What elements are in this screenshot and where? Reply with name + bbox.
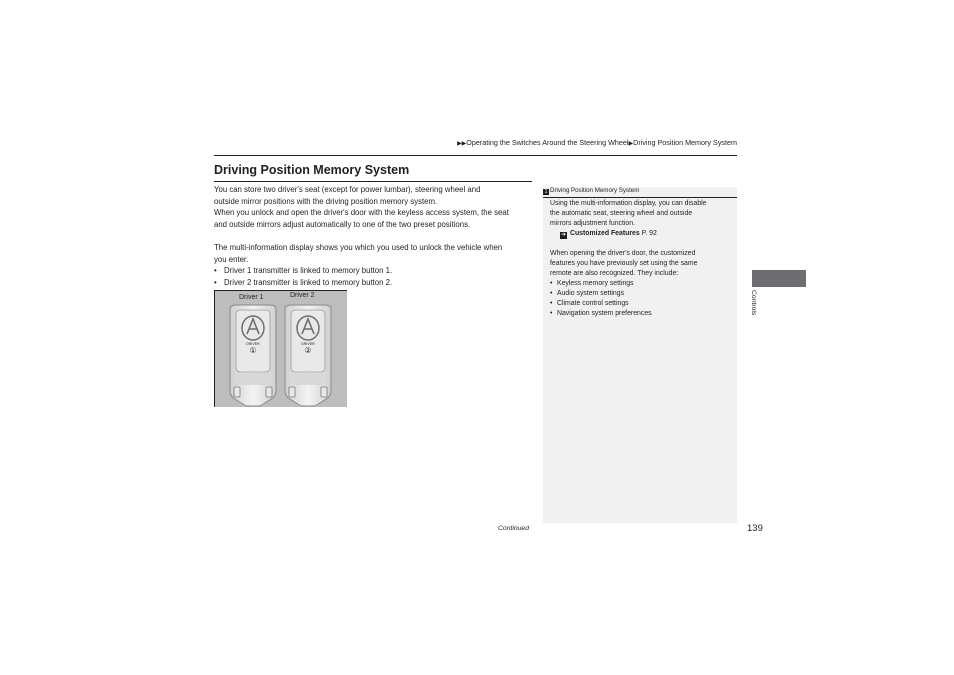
list-item: • Keyless memory settings [550,280,634,287]
figure-border-left [214,290,215,407]
body-text [214,184,534,288]
key-fob-driver2 [285,305,331,406]
label-driver1: Driver 1 [239,294,264,301]
breadcrumb [420,138,737,147]
body-line: You can store two driver's seat (except for power lumbar), steering wheel and [214,185,481,194]
sidebar-heading: 1 Driving Position Memory System [544,187,640,195]
label-driver2: Driver 2 [290,292,315,299]
sidebar-text [550,199,732,319]
section-tab-label: Controls [750,290,757,316]
body-line: When you unlock and open the driver's door with the keyless access system, the seat [214,208,509,218]
header-divider [214,155,737,156]
bullet-icon: • [214,277,217,287]
figure-border-top [214,290,347,291]
sidebar-line: remote are also recognized. They include: [550,270,679,277]
body-line: outside mirror positions with the driving position memory system. [214,196,438,206]
bullet-icon: • [550,290,553,297]
key-fob-driver1 [230,305,276,406]
page-number: 139 [747,523,763,534]
list-item: • Driver 2 transmitter is linked to memory button 2. [214,277,393,287]
page-title: Driving Position Memory System [214,163,410,177]
fob2-number: ② [304,346,312,355]
note-icon: 1 [544,189,548,195]
fob1-number: ① [249,346,257,355]
sidebar-line: When opening the driver's door, the customized [550,250,696,257]
sidebar-line: mirrors adjustment function. [550,220,636,227]
list-item: • Driver 1 transmitter is linked to memory button 1. [214,266,393,276]
list-item: • Climate control settings [550,300,629,307]
key-fob-illustration [214,290,347,407]
breadcrumb-item-page: Driving Position Memory System [633,138,737,147]
sidebar-divider [543,197,737,198]
list-item: • Audio system settings [550,290,625,297]
sidebar-line: the automatic seat, steering wheel and outside [550,210,693,217]
sidebar-line: features you have previously set using the same [550,260,698,267]
key-fobs-image [214,290,347,407]
cross-reference-link[interactable]: ➔ Customized Features P. 92 [560,230,657,238]
continued-label: Continued [498,525,529,532]
body-line: and outside mirrors adjust automatically to one of the two preset positions. [214,219,471,229]
bullet-icon: • [550,300,553,307]
arrow-icon: ▶ [628,141,634,147]
bullet-icon: • [214,266,217,276]
body-line: you enter. [214,254,249,264]
double-arrow-icon: ▶▶ [457,141,467,147]
fob2-text: DRIVER [301,342,315,346]
list-item: • Navigation system preferences [550,310,652,317]
bullet-icon: • [550,280,553,287]
bullet-icon: • [550,310,553,317]
title-divider [214,181,532,182]
body-line: The multi-information display shows you which you used to unlock the vehicle when [214,242,503,252]
breadcrumb-item-section: Operating the Switches Around the Steering Wheel [466,138,629,147]
reference-arrow-icon: ➔ [560,232,567,238]
section-tab[interactable] [752,270,806,287]
sidebar-line: Using the multi-information display, you can disable [550,200,707,207]
fob1-text: DRIVER [246,342,260,346]
